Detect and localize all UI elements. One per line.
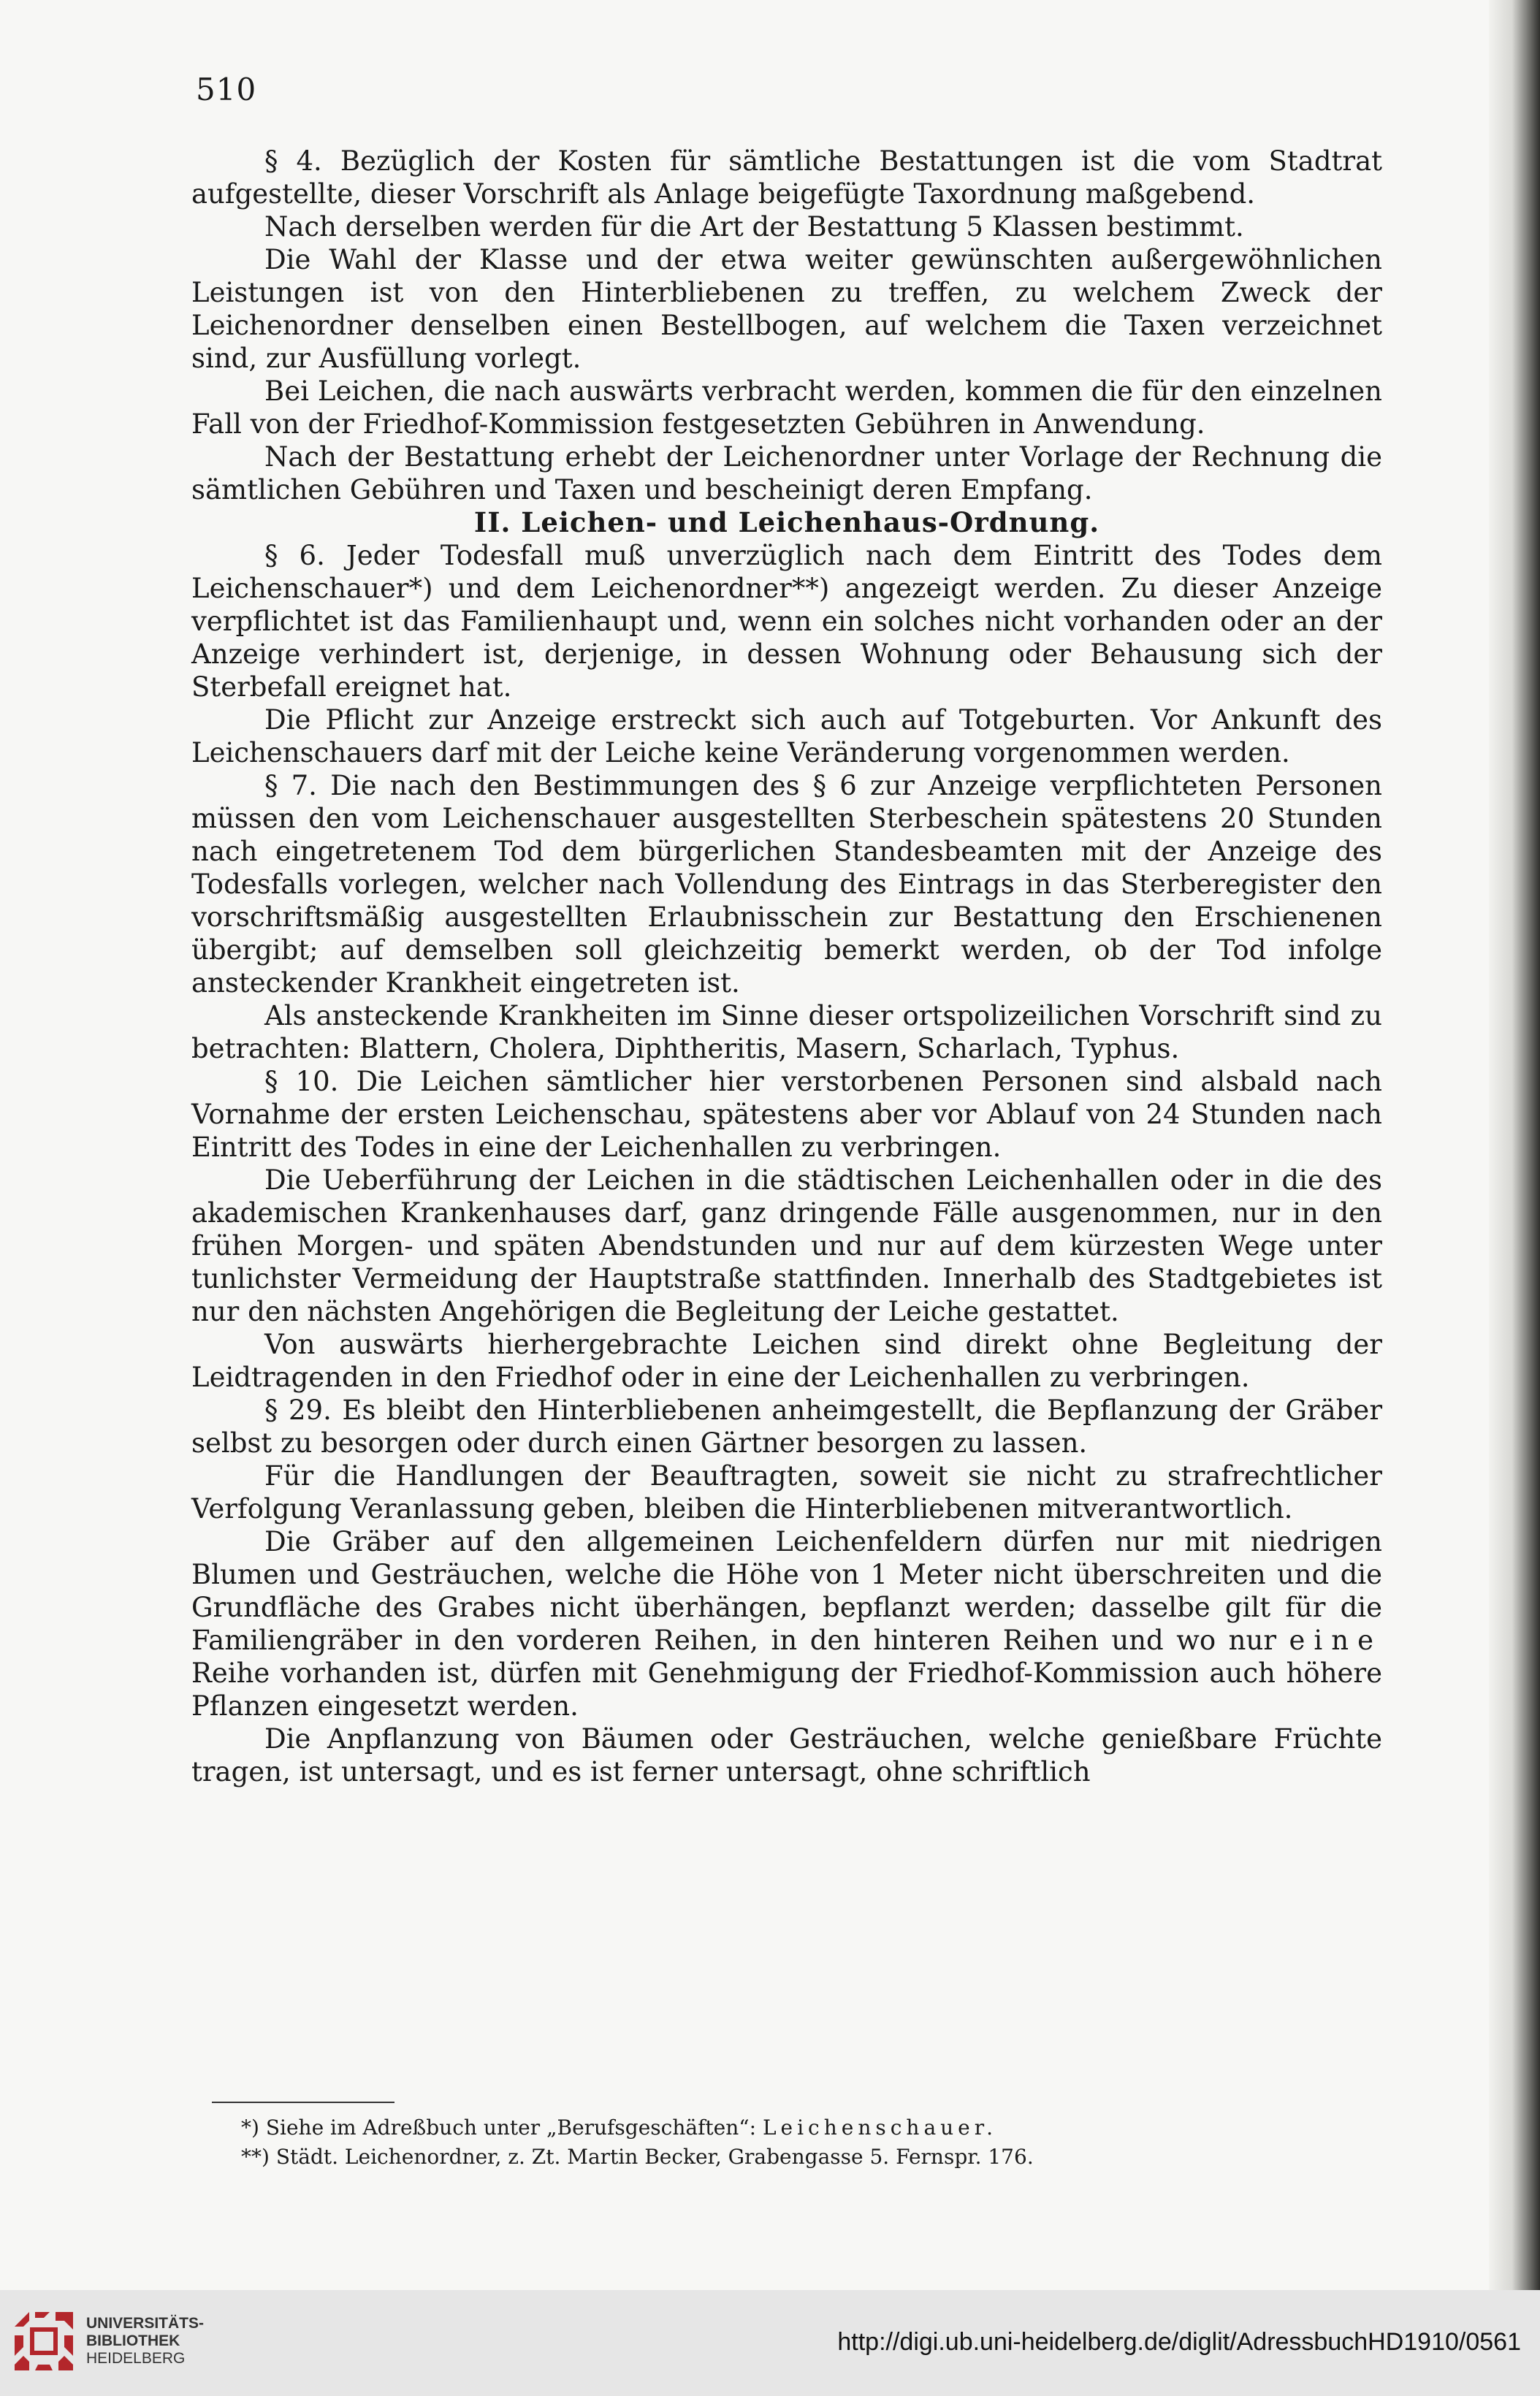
paragraph xyxy=(191,1328,1382,1394)
page-number: 510 xyxy=(196,72,257,107)
paragraph xyxy=(191,243,1382,375)
footnote-divider xyxy=(212,2102,394,2103)
paragraph xyxy=(191,210,1382,243)
body-text xyxy=(191,145,1382,1788)
footnotes xyxy=(241,2113,1337,2172)
emphasized-word: eine xyxy=(1289,1625,1382,1656)
paragraph-text: Die Pflicht zur Anzeige erstreckt sich auch auf Totgeburten. Vor Ankunft des Leichenschauers darf mit der Leiche keine Veränderung vorgenommen werden. xyxy=(191,704,1382,768)
paragraph-lead: § 10. xyxy=(264,1066,339,1097)
section-heading: II. Leichen- und Leichenhaus-Ordnung. xyxy=(473,506,1100,538)
paragraph-s7 xyxy=(191,769,1382,999)
paragraph xyxy=(191,999,1382,1065)
paragraph-text: Nach derselben werden für die Art der Bestattung 5 Klassen bestimmt. xyxy=(264,211,1244,243)
paragraph-text: Es bleibt den Hinterbliebenen anheimgestellt, die Bepflanzung der Gräber selbst zu besorgen oder durch einen Gärtner besorgen zu lassen. xyxy=(191,1395,1383,1459)
library-name-line: HEIDELBERG xyxy=(86,2350,186,2367)
paragraph-text: Die Gräber auf den allgemeinen Leichenfeldern dürfen nur mit niedrigen Blumen und Gesträuchen, welche die Höhe von 1 Meter nicht überschreiten und die Grundfläche des Grabes nicht überhängen, bepflanzt werden; dasselbe gilt für die Familiengräber in den vorderen Reihen, in den hinteren Reihen und wo nur xyxy=(191,1526,1382,1656)
paragraph-text: Für die Handlungen der Beauftragten, soweit sie nicht zu strafrechtlicher Verfolgung Veranlassung geben, bleiben die Hinterbliebenen mitverantwortlich. xyxy=(191,1460,1382,1525)
paragraph-s29 xyxy=(191,1394,1382,1460)
paragraph-lead: § 7. xyxy=(264,770,317,801)
library-name xyxy=(86,2315,204,2368)
paragraph-text: Von auswärts hierhergebrachte Leichen sind direkt ohne Begleitung der Leidtragenden in den Friedhof oder in eine der Leichenhallen zu verbringen. xyxy=(191,1329,1382,1393)
library-name-line: UNIVERSITÄTS- xyxy=(86,2315,205,2332)
paragraph-text: Nach der Bestattung erhebt der Leichenordner unter Vorlage der Rechnung die sämtlichen Gebühren und Taxen und bescheinigt deren Empfang. xyxy=(191,441,1382,505)
source-url-link[interactable]: http://digi.ub.uni-heidelberg.de/diglit/AdressbuchHD1910/0561 xyxy=(837,2328,1521,2356)
paragraph-text: Die Anpflanzung von Bäumen oder Gesträuchen, welche genießbare Früchte tragen, ist untersagt, und es ist ferner untersagt, ohne schriftlich xyxy=(191,1723,1382,1788)
paragraph-text: Bei Leichen, die nach auswärts verbracht werden, kommen die für den einzelnen Fall von der Friedhof-Kommission festgesetzten Gebühren in Anwendung. xyxy=(191,375,1382,440)
paragraph-lead: § 6. xyxy=(264,540,325,571)
paragraph-text: Die nach den Bestimmungen des § 6 zur Anzeige verpflichteten Personen müssen den vom Leichenschauer ausgestellten Sterbeschein spätestens 20 Stunden nach eingetretenem Tod dem bürgerlichen Standesbeamten mit der Anzeige des Todesfalls vorlegen, welcher nach Vollendung des Eintrags in das Sterberegister den vorschriftsmäßig ausgestellten Erlaubnisschein zur Bestattung den Erschienenen übergibt; auf demselben soll gleichzeitig bemerkt werden, ob der Tod infolge ansteckender Krankheit eingetreten ist. xyxy=(191,770,1382,999)
paragraph xyxy=(191,440,1382,506)
paragraph xyxy=(191,1525,1382,1722)
university-library-logo-icon[interactable] xyxy=(9,2306,79,2376)
paragraph xyxy=(191,375,1382,440)
paragraph-lead: § 4. xyxy=(264,145,322,177)
paragraph-s4 xyxy=(191,145,1382,210)
paragraph-s6 xyxy=(191,539,1382,703)
paragraph-text: Die Ueberführung der Leichen in die städtischen Leichenhallen oder in die des akademischen Krankenhauses darf, ganz dringende Fälle ausgenommen, nur in den frühen Morgen- und späten Abendstunden und nur auf dem kürzesten Wege unter tunlichster Vermeidung der Hauptstraße stattfinden. Innerhalb des Stadtgebietes ist nur den nächsten Angehörigen die Begleitung der Leiche gestattet. xyxy=(191,1164,1382,1327)
library-footer-bar xyxy=(0,2290,1540,2396)
library-name-line: BIBLIOTHEK xyxy=(86,2332,180,2349)
paragraph-text: Jeder Todesfall muß unverzüglich nach dem Eintritt des Todes dem Leichenschauer*) und dem Leichenordner**) angezeigt werden. Zu dieser Anzeige verpflichtet ist das Familienhaupt und, wenn ein solches nicht vorhanden oder an der Anzeige verhindert ist, derjenige, in dessen Wohnung oder Behausung sich der Sterbefall ereignet hat. xyxy=(191,540,1382,703)
footnote-2: **) Städt. Leichenordner, z. Zt. Martin Becker, Grabengasse 5. Fernspr. 176. xyxy=(241,2145,1034,2169)
footnote-spaced-text: Leichenschauer. xyxy=(762,2115,997,2140)
footnote-1 xyxy=(241,2113,1337,2143)
paragraph xyxy=(191,1722,1382,1788)
paragraph-lead: § 29. xyxy=(264,1395,332,1426)
page-binding-shadow xyxy=(1489,0,1540,2290)
paragraph-text: Die Wahl der Klasse und der etwa weiter gewünschten außergewöhnlichen Leistungen ist von den Hinterbliebenen zu treffen, zu welchem Zweck der Leichenordner denselben einen Bestellbogen, auf welchem die Taxen verzeichnet sind, zur Ausfüllung vorlegt. xyxy=(191,244,1382,374)
paragraph-text: Reihe vorhanden ist, dürfen mit Genehmigung der Friedhof-Kommission auch höhere Pflanzen eingesetzt werden. xyxy=(191,1657,1382,1722)
paragraph-text: Bezüglich der Kosten für sämtliche Bestattungen ist die vom Stadtrat aufgestellte, dieser Vorschrift als Anlage beigefügte Taxordnung maßgebend. xyxy=(191,145,1382,210)
paragraph-s10 xyxy=(191,1065,1382,1164)
paragraph xyxy=(191,1460,1382,1525)
paragraph xyxy=(191,703,1382,769)
paragraph-text: Die Leichen sämtlicher hier verstorbenen Personen sind alsbald nach Vornahme der ersten Leichenschau, spätestens aber vor Ablauf von 24 Stunden nach Eintritt des Todes in eine der Leichenhallen zu verbringen. xyxy=(191,1066,1382,1163)
footnote-text: *) Siehe im Adreßbuch unter „Berufsgeschäften“: xyxy=(241,2115,757,2140)
paragraph-text: Als ansteckende Krankheiten im Sinne dieser ortspolizeilichen Vorschrift sind zu betrachten: Blattern, Cholera, Diphtheritis, Masern, Scharlach, Typhus. xyxy=(191,1000,1382,1064)
paragraph xyxy=(191,1164,1382,1328)
